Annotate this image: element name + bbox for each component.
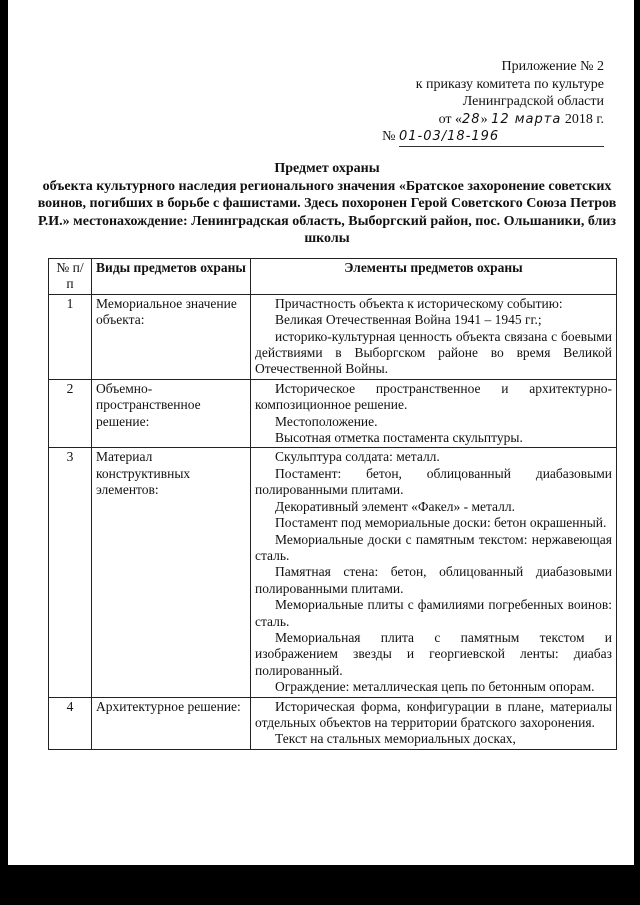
date-month-handwritten: 12 марта xyxy=(491,111,562,127)
appendix-order-line: к приказу комитета по культуре xyxy=(415,76,604,92)
row-number: 3 xyxy=(49,448,92,697)
number-prefix: № xyxy=(382,129,396,144)
element-paragraph: Ограждение: металлическая цепь по бетонным опорам. xyxy=(275,679,595,695)
appendix-number-line xyxy=(354,128,604,147)
table-header-row xyxy=(49,259,617,295)
element-paragraph: Скульптура солдата: металл. xyxy=(275,449,440,465)
table-row xyxy=(49,379,617,448)
row-number: 1 xyxy=(49,294,92,379)
table-body xyxy=(49,294,617,749)
appendix-title: Приложение № 2 xyxy=(501,59,604,74)
row-number: 4 xyxy=(49,697,92,749)
header-num: № п/п xyxy=(49,259,92,295)
row-type: Объемно-пространственное решение: xyxy=(92,379,251,448)
element-paragraph: Декоративный элемент «Факел» - металл. xyxy=(275,498,516,514)
element-paragraph: Текст на стальных мемориальных досках, xyxy=(275,731,516,747)
element-paragraph: Мемориальные доски с памятным текстом: нержавеющая сталь. xyxy=(255,531,612,563)
element-paragraph: Великая Отечественная Война 1941 – 1945 гг.; xyxy=(275,312,542,328)
date-day-handwritten: 28 xyxy=(462,111,481,127)
heading-body: объекта культурного наследия регионального значения «Братское захоронение советских воинов, погибших в борьбе с фашистами. Здесь похоронен Герой Советского Союза Петров Р.И.» местонахождение: Ленинградская область, Выборгский район, пос. Ольшаники, близ школы xyxy=(37,178,617,247)
date-mid: » xyxy=(480,111,492,127)
row-elements xyxy=(251,294,617,379)
row-elements xyxy=(251,379,617,448)
document-heading xyxy=(28,160,626,248)
element-paragraph: историко-культурная ценность объекта связана с боевыми действиями в Выборгском районе во время Великой Отечественной Войны. xyxy=(255,328,612,377)
appendix-block xyxy=(354,58,604,147)
element-paragraph: Постамент под мемориальные доски: бетон окрашенный. xyxy=(275,515,607,531)
row-number: 2 xyxy=(49,379,92,448)
element-paragraph: Местоположение. xyxy=(275,413,378,429)
row-elements xyxy=(251,697,617,749)
document-page xyxy=(8,0,634,865)
row-type: Архитектурное решение: xyxy=(92,697,251,749)
element-paragraph: Высотная отметка постамента скульптуры. xyxy=(275,430,523,446)
element-paragraph: Мемориальная плита с памятным текстом и изображением звезды и георгиевской ленты: диабаз полированный. xyxy=(255,629,612,678)
appendix-date-line xyxy=(354,111,604,129)
element-paragraph: Историческое пространственное и архитектурно-композиционное решение. xyxy=(255,380,612,413)
header-elements: Элементы предметов охраны xyxy=(251,259,617,295)
date-prefix: от « xyxy=(438,111,463,127)
row-type: Мемориальное значение объекта: xyxy=(92,294,251,379)
protection-table xyxy=(48,258,617,750)
order-number-handwritten: 01-03/18-196 xyxy=(399,129,500,144)
element-paragraph: Историческая форма, конфигурации в плане, материалы отдельных объектов на территории братского захоронения. xyxy=(255,698,612,730)
element-paragraph: Мемориальные плиты с фамилиями погребенных воинов: сталь. xyxy=(255,597,612,629)
row-elements xyxy=(251,448,617,697)
appendix-region-line: Ленинградской области xyxy=(462,94,604,109)
table-row xyxy=(49,697,617,749)
heading-title: Предмет охраны xyxy=(274,161,380,176)
element-paragraph: Памятная стена: бетон, облицованный диабазовыми полированными плитами. xyxy=(255,564,612,596)
row-type: Материал конструктивных элементов: xyxy=(92,448,251,697)
date-year: 2018 г. xyxy=(564,111,604,127)
element-paragraph: Постамент: бетон, облицованный диабазовыми полированными плитами. xyxy=(255,465,612,498)
table-row xyxy=(49,294,617,379)
header-type: Виды предметов охраны xyxy=(92,259,251,295)
table-row xyxy=(49,448,617,697)
element-paragraph: Причастность объекта к историческому событию: xyxy=(275,295,563,311)
